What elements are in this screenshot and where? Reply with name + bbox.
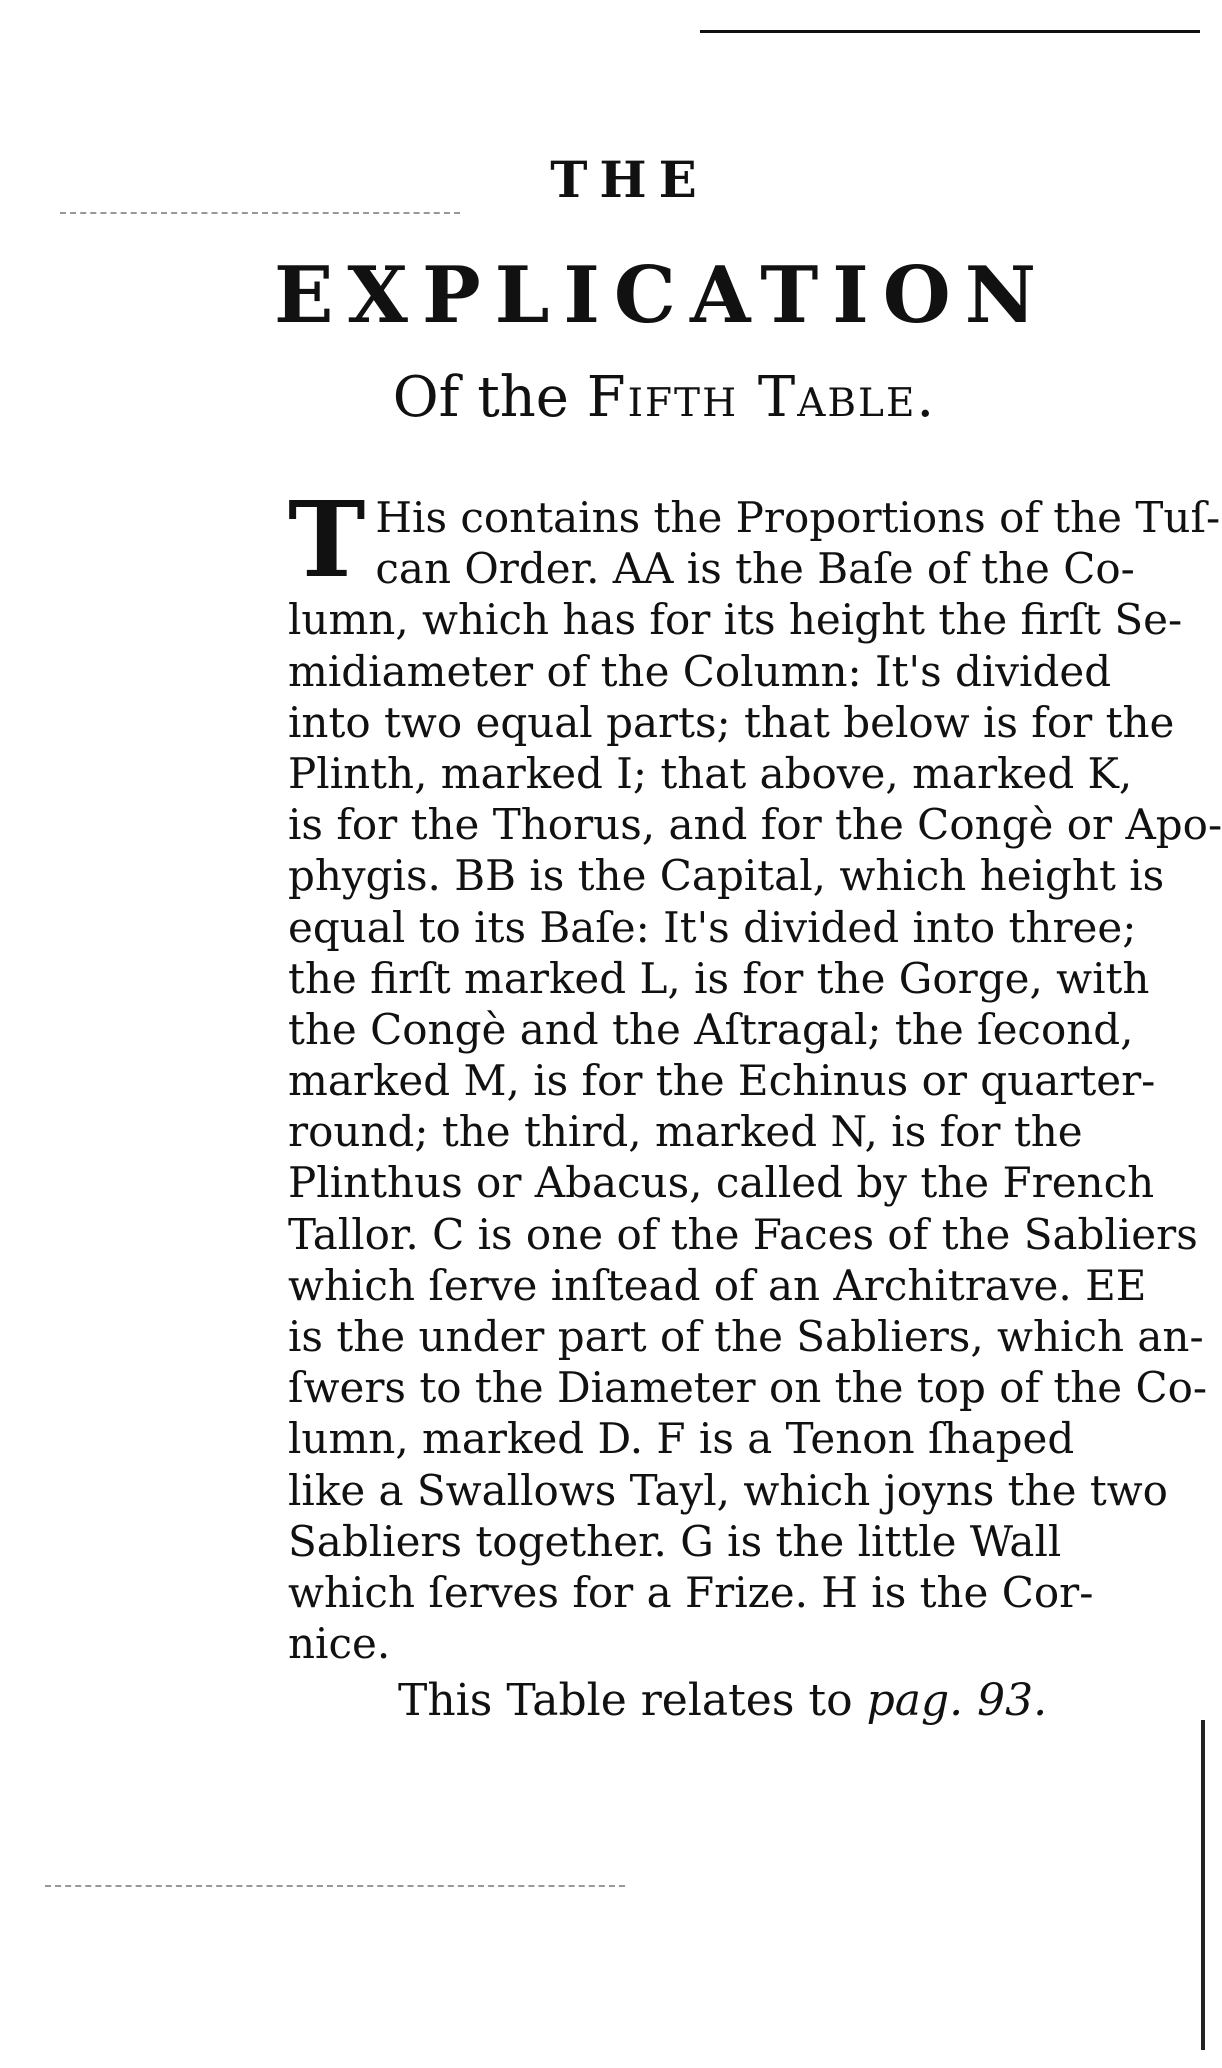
body-line: midiameter of the Column: It's divided: [288, 646, 1112, 696]
body-line: is for the Thorus, and for the Congè or Apo-: [288, 800, 1222, 850]
body-line: Plinth, marked I; that above, marked K,: [288, 748, 1133, 798]
body-line: equal to its Baſe: It's divided into three;: [288, 902, 1137, 952]
body-line: marked M, is for the Echinus or quarter-: [288, 1056, 1156, 1106]
bottom-dotted-rule: [45, 1885, 625, 1887]
body-line: Sabliers together. G is the little Wall: [288, 1516, 1062, 1566]
left-dotted-rule: [60, 212, 460, 214]
body-line: like a Swallows Tayl, which joyns the two: [288, 1465, 1168, 1515]
heading-sub-prefix: Of the: [392, 365, 569, 430]
top-rule: [700, 30, 1200, 33]
body-line: Plinthus or Abacus, called by the French: [288, 1158, 1155, 1208]
table-reference: [398, 1675, 1047, 1726]
heading-the: THE: [550, 150, 709, 209]
heading-sub-caps: Fifth Table.: [586, 365, 937, 430]
right-page-edge: [1201, 1720, 1205, 2050]
body-line: His contains the Proportions of the Tuſ-: [375, 493, 1221, 542]
body-line: can Order. AA is the Baſe of the Co-: [375, 544, 1135, 594]
body-line: phygis. BB is the Capital, which height is: [288, 851, 1165, 901]
heading-main: EXPLICATION: [273, 250, 1051, 341]
drop-cap: T: [288, 478, 366, 601]
body-line: ſwers to the Diameter on the top of the Co-: [288, 1363, 1208, 1413]
relates-page: pag. 93.: [866, 1675, 1048, 1726]
body-line: into two equal parts; that below is for the: [288, 697, 1175, 747]
heading-sub: [0, 365, 1219, 430]
body-line: which ſerve inſtead of an Architrave. EE: [288, 1260, 1147, 1310]
body-line: nice.: [288, 1619, 391, 1669]
body-line: round; the third, marked N, is for the: [288, 1107, 1083, 1157]
body-line: which ſerves for a Frize. H is the Cor-: [288, 1567, 1094, 1617]
body-line: the Congè and the Aſtragal; the ſecond,: [288, 1004, 1134, 1054]
body-line: is the under part of the Sabliers, which an-: [288, 1312, 1204, 1361]
body-line: Tallor. C is one of the Faces of the Sabliers: [288, 1209, 1198, 1259]
body-line: lumn, which has for its height the firſt Se-: [288, 595, 1183, 645]
body-line: the firſt marked L, is for the Gorge, with: [288, 953, 1150, 1003]
body-line: lumn, marked D. F is a Tenon ſhaped: [288, 1414, 1075, 1464]
relates-prefix: This Table relates to: [398, 1675, 853, 1726]
body-text: [288, 478, 1222, 1669]
